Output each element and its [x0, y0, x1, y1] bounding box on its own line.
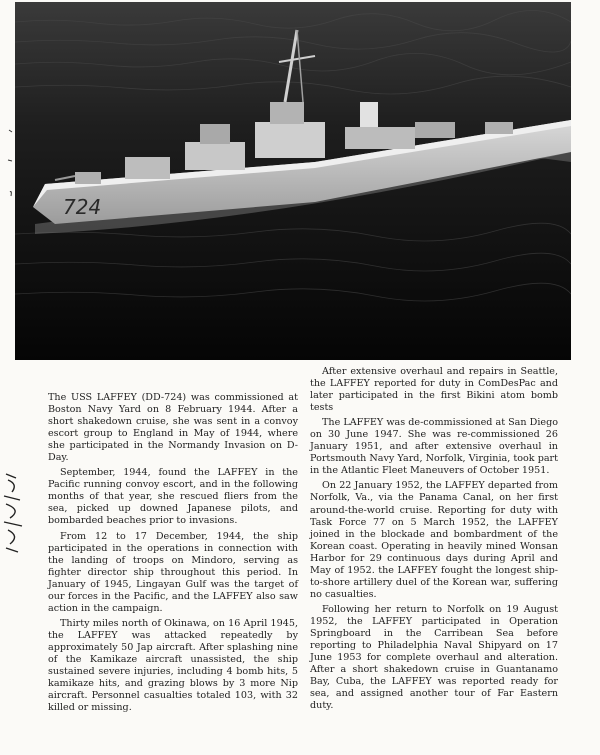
paragraph: On 22 January 1952, the LAFFEY departed from Norfolk, Va., via the Panama Canal, on her first around-the-world cruise. Reporting for duty with Task Force 77 on 5 March 1952, the LAFFEY joined in the blockade and bombardment of the Korean coast. Operating in heavily mined Wonsan Harbor for 29 continuous days during April and May of 1952. the LAFFEY fought the longest ship-to-shore artillery duel of the Korean war, suffering no casualties.: [310, 480, 558, 600]
left-column: [48, 392, 298, 717]
hull-number: 724: [63, 195, 102, 219]
margin-mark: [6, 120, 16, 200]
paragraph: The LAFFEY was de-commissioned at San Diego on 30 June 1947. She was re-commissioned 26 January 1951, and after extensive overhaul in Portsmouth Navy Yard, Norfolk, Virginia, took part in the Atlantic Fleet Maneuvers of October 1951.: [310, 417, 558, 477]
destroyer-photo: [15, 2, 571, 360]
paragraph: After extensive overhaul and repairs in Seattle, the LAFFEY reported for duty in ComDesPac and later participated in the first Bikini atom bomb tests: [310, 366, 558, 414]
paragraph: September, 1944, found the LAFFEY in the Pacific running convoy escort, and in the following months of that year, she rescued fliers from the sea, picked up downed Japanese pilots, and bombarded beaches prior to invasions.: [48, 467, 298, 527]
margin-signature: [0, 470, 36, 556]
paragraph: The USS LAFFEY (DD-724) was commissioned at Boston Navy Yard on 8 February 1944. After a short shakedown cruise, she was sent in a convoy escort group to England in May of 1944, where she participated in the Normandy Invasion on D-Day.: [48, 392, 298, 464]
paragraph: Thirty miles north of Okinawa, on 16 April 1945, the LAFFEY was attacked repeatedly by approximately 50 Jap aircraft. After splashing nine of the Kamikaze aircraft unassisted, the ship sustained severe injuries, including 4 bomb hits, 5 kamikaze hits, and grazing blows by 3 more Nip aircraft. Personnel casualties totaled 103, with 32 killed or missing.: [48, 617, 298, 714]
paragraph: Following her return to Norfolk on 19 August 1952, the LAFFEY participated in Operation Springboard in the Carribean Sea before reporting to Philadelphia Naval Shipyard on 17 June 1953 for complete overhaul and alteration. After a short shakedown cruise in Guantanamo Bay, Cuba, the LAFFEY was reported ready for sea, and assigned another tour of Far Eastern duty.: [310, 603, 558, 712]
right-column: [310, 366, 558, 715]
paragraph: From 12 to 17 December, 1944, the ship participated in the operations in connection with the landing of troops on Mindoro, serving as fighter director ship throughout this period. In January of 1945, Lingayan Gulf was the target of our forces in the Pacific, and the LAFFEY also saw action in the campaign.: [48, 530, 298, 614]
ship-image: [15, 2, 571, 360]
